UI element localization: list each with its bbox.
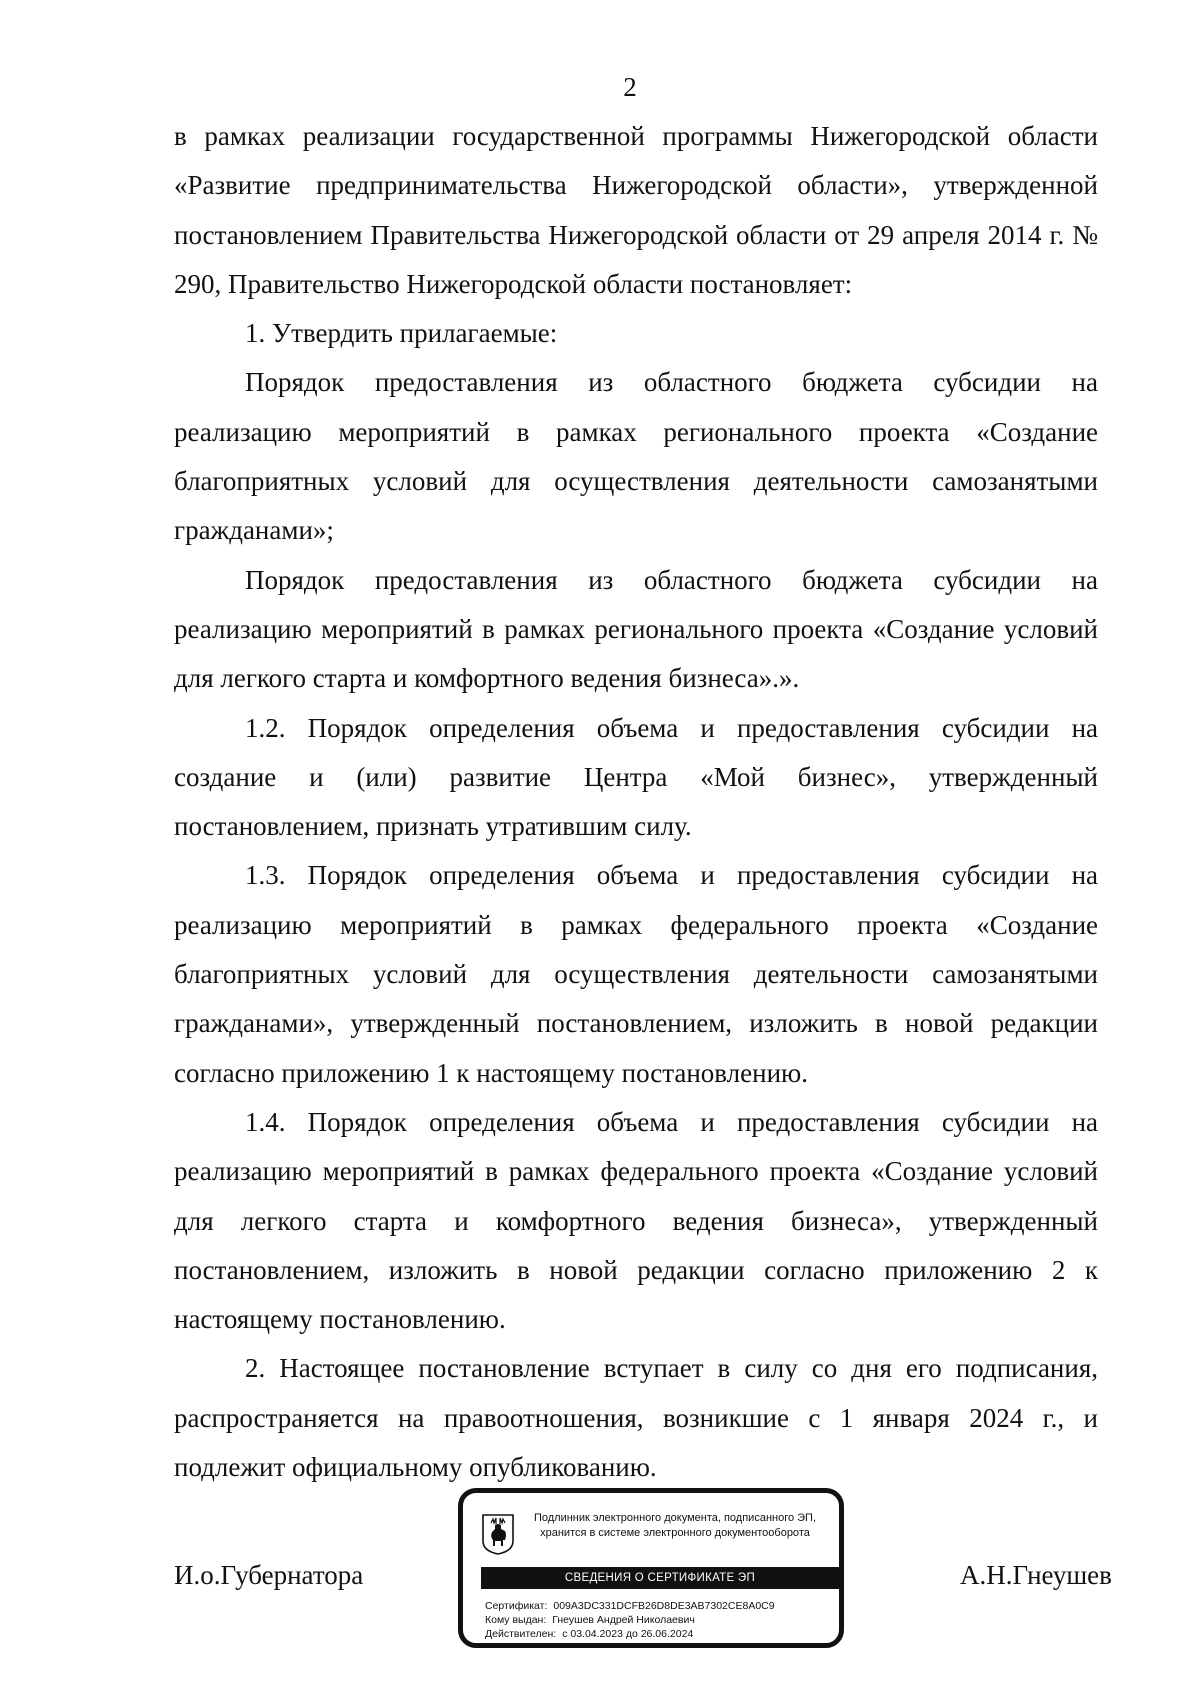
stamp-valid-label: Действителен: xyxy=(485,1628,557,1640)
stamp-header-line: хранится в системе электронного документооборота xyxy=(540,1527,810,1539)
stamp-cert-line xyxy=(485,1599,835,1613)
deer-emblem-icon xyxy=(481,1513,515,1555)
electronic-signature-stamp xyxy=(458,1488,844,1648)
stamp-valid-value: с 03.04.2023 до 26.06.2024 xyxy=(562,1628,694,1640)
stamp-cert-value: 009A3DC331DCFB26D8DE3AB7302CE8A0C9 xyxy=(553,1600,775,1612)
stamp-certificate-bar: СВЕДЕНИЯ О СЕРТИФИКАТЕ ЭП xyxy=(481,1567,839,1589)
stamp-header xyxy=(525,1511,825,1541)
stamp-valid-line xyxy=(485,1627,835,1641)
stamp-issued-value: Гнеушев Андрей Николаевич xyxy=(552,1614,695,1626)
paragraph-item-1: 1. Утвердить прилагаемые: xyxy=(245,318,558,349)
stamp-certificate-details xyxy=(485,1599,835,1641)
paragraph-item-2: 2. Настоящее постановление вступает в силу со дня его подписания, распространяется на правоотношения, возникшие с 1 января 2024 г., и подлежит официальному опубликованию. xyxy=(174,1353,1098,1483)
signature-title: И.о.Губернатора xyxy=(174,1560,364,1590)
stamp-issued-label: Кому выдан: xyxy=(485,1614,547,1626)
paragraph-item-1-4: 1.4. Порядок определения объема и предоставления субсидии на реализацию мероприятий в рамках федерального проекта «Создание условий для легкого старта и комфортного ведения бизнеса», утвержденный постановлением, изложить в новой редакции согласно приложению 2 к настоящему постановлению. xyxy=(174,1106,1098,1335)
paragraph-item-1-3: 1.3. Порядок определения объема и предоставления субсидии на реализацию мероприятий в рамках федерального проекта «Создание благоприятных условий для осуществления деятельности самозанятыми гражданами», утвержденный постановлением, изложить в новой редакции согласно приложению 1 к настоящему постановлению. xyxy=(174,860,1098,1088)
paragraph-intro: в рамках реализации государственной программы Нижегородской области «Развитие предпринимательства Нижегородской области», утвержденной постановлением Правительства Нижегородской области от 29 апреля 2014 г. № 290, Правительство Нижегородской области постановляет: xyxy=(174,121,1098,299)
signature-name: А.Н.Гнеушев xyxy=(960,1560,1112,1590)
page-number: 2 xyxy=(623,72,637,102)
paragraph-item-1-2: 1.2. Порядок определения объема и предоставления субсидии на создание и (или) развитие Центра «Мой бизнес», утвержденный постановлением, признать утратившим силу. xyxy=(174,712,1098,842)
paragraph-order-easy-start: Порядок предоставления из областного бюджета субсидии на реализацию мероприятий в рамках регионального проекта «Создание условий для легкого старта и комфортного ведения бизнеса».». xyxy=(174,564,1098,694)
stamp-header-line: Подлинник электронного документа, подписанного ЭП, xyxy=(533,1512,817,1524)
paragraph-order-selfemployed: Порядок предоставления из областного бюджета субсидии на реализацию мероприятий в рамках регионального проекта «Создание благоприятных условий для осуществления деятельности самозанятыми гражданами»; xyxy=(174,367,1098,546)
document-body xyxy=(174,112,1098,1492)
stamp-issued-line xyxy=(485,1613,835,1627)
stamp-cert-label: Сертификат: xyxy=(485,1600,548,1612)
